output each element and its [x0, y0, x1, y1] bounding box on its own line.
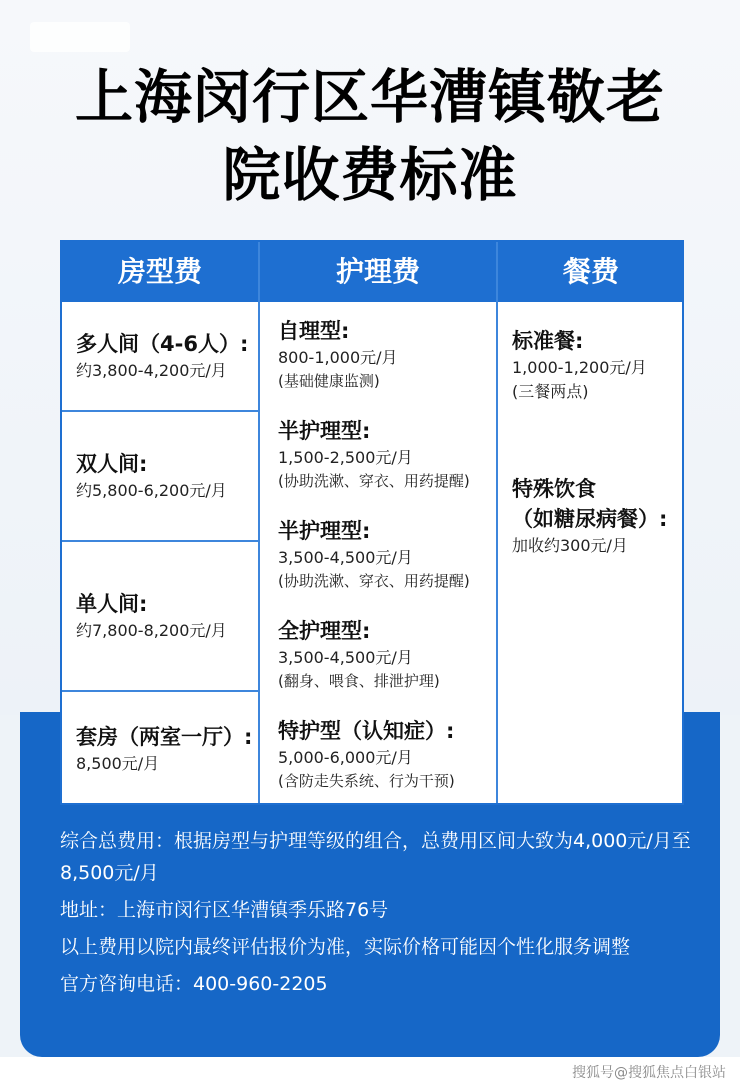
care-name: 半护理型:	[278, 519, 371, 543]
care-note: (含防走失系统、行为干预)	[278, 772, 455, 790]
room-name: 套房（两室一厅）:	[76, 724, 253, 749]
meal-column	[498, 242, 684, 803]
title-line-1: 上海闵行区华漕镇敬老	[74, 63, 665, 131]
title-line-2: 院收费标准	[222, 141, 518, 209]
room-header: 房型费	[62, 242, 258, 302]
room-price: 约7,800-8,200元/月	[76, 621, 227, 640]
room-row	[62, 412, 258, 542]
meal-name: 标准餐:	[512, 329, 584, 353]
blurred-tag	[30, 22, 130, 52]
phone-text: 官方咨询电话：400-960-2205	[60, 973, 328, 995]
care-price: 800-1,000元/月	[278, 348, 398, 367]
care-price: 1,500-2,500元/月	[278, 448, 413, 467]
care-price: 3,500-4,500元/月	[278, 548, 413, 567]
disclaimer-text: 以上费用以院内最终评估报价为准，实际价格可能因个性化服务调整	[60, 936, 631, 958]
meal-price: 加收约300元/月	[512, 536, 628, 555]
room-row	[62, 302, 258, 412]
footer-info	[60, 825, 700, 1005]
meal-item	[498, 302, 684, 404]
care-note: (基础健康监测)	[278, 372, 380, 390]
meal-price: 1,000-1,200元/月	[512, 358, 647, 377]
care-column	[260, 242, 498, 803]
room-price: 约5,800-6,200元/月	[76, 481, 227, 500]
room-name: 双人间:	[76, 452, 148, 476]
care-name: 自理型:	[278, 319, 350, 343]
room-row	[62, 542, 258, 692]
care-item	[260, 402, 496, 502]
care-name: 特护型（认知症）:	[278, 719, 455, 743]
care-name: 半护理型:	[278, 419, 371, 443]
room-name: 多人间（4-6人）:	[76, 332, 249, 356]
page-title	[0, 58, 740, 214]
care-price: 5,000-6,000元/月	[278, 748, 413, 767]
room-price: 约3,800-4,200元/月	[76, 361, 227, 380]
care-price: 3,500-4,500元/月	[278, 648, 413, 667]
meal-name: 特殊饮食	[512, 477, 596, 501]
care-item	[260, 302, 496, 402]
care-name: 全护理型:	[278, 619, 371, 643]
room-price: 8,500元/月	[76, 753, 160, 773]
care-note: (协助洗漱、穿衣、用药提醒)	[278, 472, 470, 490]
total-fee-text: 综合总费用：根据房型与护理等级的组合，总费用区间大致为4,000元/月至8,500元/月	[60, 830, 691, 884]
care-header: 护理费	[260, 242, 496, 302]
address-text: 地址：上海市闵行区华漕镇季乐路76号	[60, 899, 389, 921]
care-item	[260, 702, 496, 802]
watermark: 搜狐号@搜狐焦点白银站	[572, 1065, 726, 1081]
room-row	[62, 692, 258, 805]
care-note: (翻身、喂食、排泄护理)	[278, 672, 440, 690]
meal-name-line2: （如糖尿病餐）:	[512, 507, 668, 531]
care-note: (协助洗漱、穿衣、用药提醒)	[278, 572, 470, 590]
meal-item	[498, 404, 684, 558]
meal-header: 餐费	[498, 242, 684, 302]
fee-table	[60, 240, 684, 805]
care-item	[260, 502, 496, 602]
room-name: 单人间:	[76, 592, 148, 616]
meal-note: (三餐两点)	[512, 382, 589, 401]
room-column	[62, 242, 260, 803]
care-item	[260, 602, 496, 702]
